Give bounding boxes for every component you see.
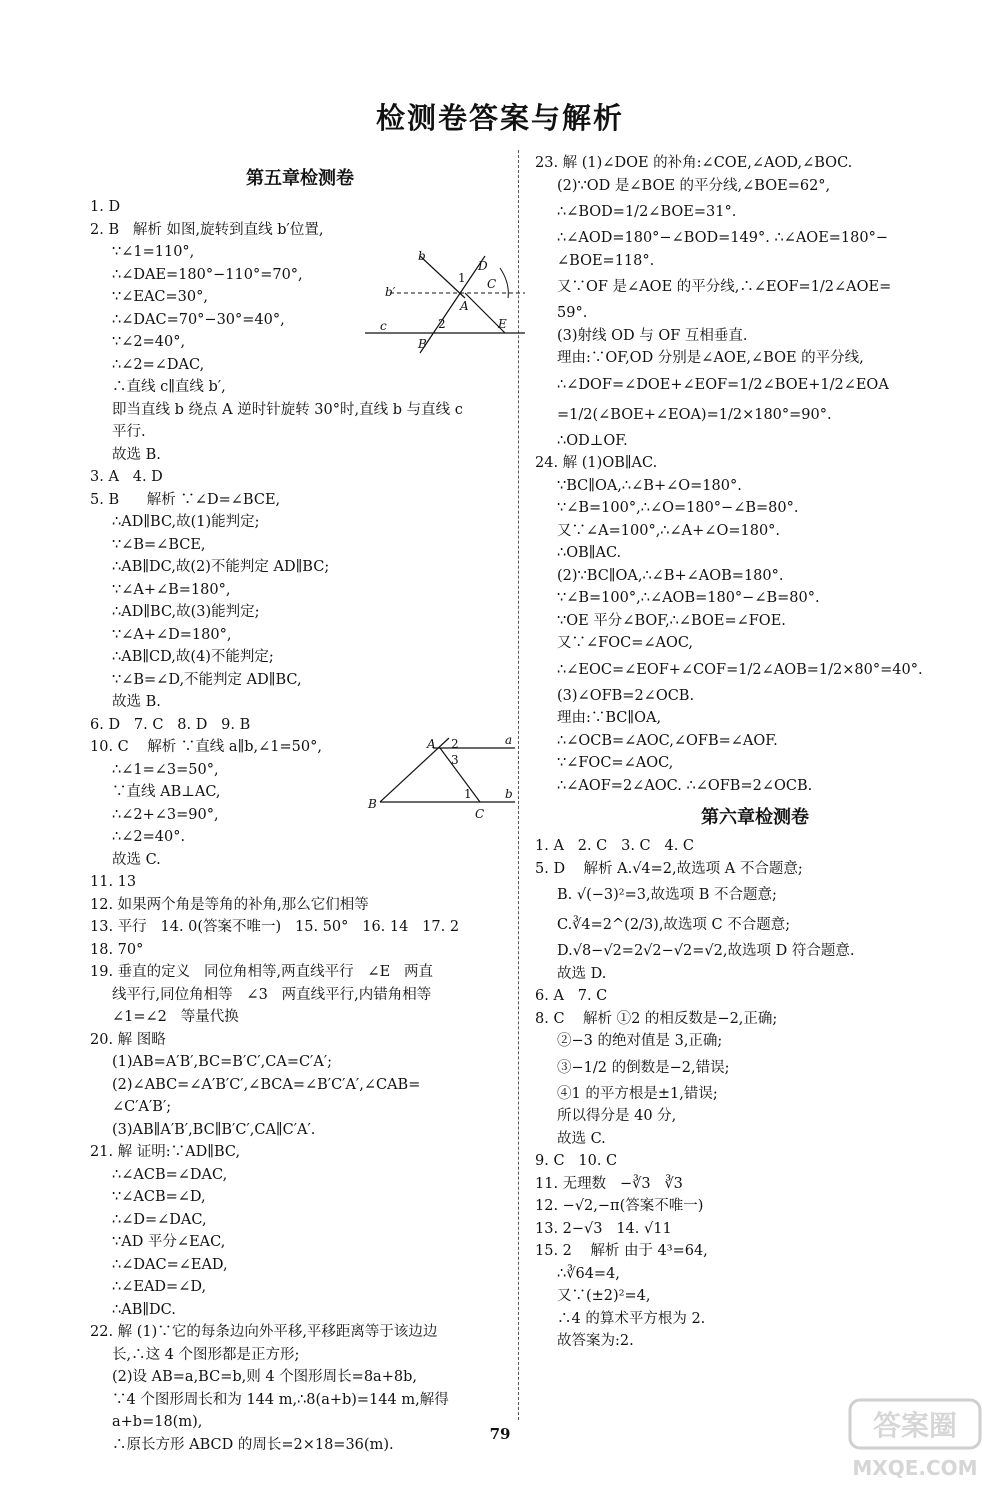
ch5-right-line: ∴OD⊥OF. xyxy=(557,432,628,449)
ch5-line: ∴AD∥BC,故(1)能判定; xyxy=(112,514,260,530)
ch5-right-line: =1/2(∠BOE+∠EOA)=1/2×180°=90°. xyxy=(557,406,832,423)
chapter6-heading: 第六章检测卷 xyxy=(701,807,809,828)
ch6-line: 13. 2−√3 14. √11 xyxy=(535,1220,672,1237)
ch5-line: 平行. xyxy=(112,424,146,440)
left-answer-list xyxy=(90,196,513,1456)
ch5-line: (1)AB=A′B′,BC=B′C′,CA=C′A′; xyxy=(112,1054,332,1070)
ch6-line: 6. A 7. C xyxy=(535,988,608,1004)
fig2-label: 2 xyxy=(451,737,459,751)
ch5-line: 11. 13 xyxy=(90,874,137,890)
fig1-label: C xyxy=(487,277,497,291)
fig2-label: B xyxy=(368,797,377,811)
ch5-line: 线平行,同位角相等 ∠3 两直线平行,内错角相等 xyxy=(112,986,432,1003)
ch5-line: ∴∠DAC=70°−30°=40°, xyxy=(112,311,285,328)
ch5-line: ∵∠B=∠D,不能判定 AD∥BC, xyxy=(112,671,302,688)
ch5-right-line: ∵∠B=100°,∴∠AOB=180°−∠B=80°. xyxy=(557,590,820,606)
ch5-line: ∴直线 c∥直线 b′, xyxy=(112,379,226,395)
ch6-line: 12. −√2,−π(答案不唯一) xyxy=(535,1198,704,1214)
ch6-line: 15. 2 解析 由于 4³=64, xyxy=(535,1243,708,1259)
ch6-line: ∴4 的算术平方根为 2. xyxy=(557,1310,706,1327)
ch5-line: a+b=18(m), xyxy=(112,1414,203,1430)
ch5-right-line: ∴∠DOF=∠DOE+∠EOF=1/2∠BOE+1/2∠EOA xyxy=(557,376,889,393)
right-answer-list-b xyxy=(535,835,975,1353)
ch5-line: 5. B 解析 ∵∠D=∠BCE, xyxy=(90,491,281,508)
ch5-right-line: ∴∠AOF=2∠AOC. ∴∠OFB=2∠OCB. xyxy=(557,777,813,794)
fig2-label: b xyxy=(505,787,513,801)
ch5-line: ∠C′A′B′; xyxy=(112,1099,172,1115)
ch5-line: ∵∠2=40°, xyxy=(112,334,186,350)
fig1-label: A xyxy=(460,299,469,313)
fig2-label: A xyxy=(427,737,436,751)
ch5-right-line: 23. 解 (1)∠DOE 的补角:∠COE,∠AOD,∠BOC. xyxy=(535,155,853,171)
ch5-line: 19. 垂直的定义 同位角相等,两直线平行 ∠E 两直 xyxy=(90,964,433,980)
ch5-line: 20. 解 图略 xyxy=(90,1031,166,1048)
ch5-right-line: ∴∠OCB=∠AOC,∠OFB=∠AOF. xyxy=(557,732,778,749)
ch5-line: 故选 B. xyxy=(112,446,161,463)
ch6-line: 5. D 解析 A.√4=2,故选项 A 不合题意; xyxy=(535,860,803,877)
rotation-figure xyxy=(360,248,530,358)
ch5-right-line: ∵OE 平分∠BOF,∴∠BOE=∠FOE. xyxy=(557,612,786,629)
ch5-right-line: ∵∠FOC=∠AOC, xyxy=(557,755,674,771)
ch5-line: ∴AD∥BC,故(3)能判定; xyxy=(112,604,260,620)
fig2-label: 3 xyxy=(451,753,459,767)
ch5-line: ∵∠EAC=30°, xyxy=(112,289,208,305)
ch6-line: 9. C 10. C xyxy=(535,1153,618,1169)
ch5-right-line: 理由:∵BC∥OA, xyxy=(557,710,662,726)
fig1-label: b′ xyxy=(385,285,396,299)
ch5-line: (3)AB∥A′B′,BC∥B′C′,CA∥C′A′. xyxy=(112,1121,316,1138)
ch5-right-line: (3)∠OFB=2∠OCB. xyxy=(557,687,695,704)
ch5-line: ∵∠1=110°, xyxy=(112,244,195,260)
ch6-line: C.∛4=2^(2/3),故选项 C 不合题意; xyxy=(557,917,791,933)
svg-text:MXQE.COM: MXQE.COM xyxy=(852,1456,978,1480)
watermark-logo xyxy=(840,1395,990,1485)
ch6-line: ②−3 的绝对值是 3,正确; xyxy=(557,1033,723,1049)
fig2-label: 1 xyxy=(464,787,472,801)
ch5-line: ∵∠ACB=∠D, xyxy=(112,1189,206,1205)
ch5-line: 3. A 4. D xyxy=(90,469,163,485)
ch5-right-line: (2)∵OD 是∠BOE 的平分线,∠BOE=62°, xyxy=(557,177,831,194)
right-column xyxy=(535,152,975,1353)
fig2-label: C xyxy=(475,807,485,820)
ch5-line: ∵∠A+∠B=180°, xyxy=(112,581,231,598)
ch6-line: ④1 的平方根是±1,错误; xyxy=(557,1085,718,1102)
ch6-line: 8. C 解析 ①2 的相反数是−2,正确; xyxy=(535,1010,778,1027)
ch5-line: 2. B 解析 如图,旋转到直线 b′位置, xyxy=(90,221,324,238)
ch6-line: 故选 D. xyxy=(557,965,607,982)
ch6-line: 又∵(±2)²=4, xyxy=(557,1288,651,1304)
ch5-right-line: ∴∠EOC=∠EOF+∠COF=1/2∠AOB=1/2×80°=40°. xyxy=(557,661,923,678)
fig1-label: 2 xyxy=(438,317,446,331)
right-answer-list-a xyxy=(535,152,975,797)
ch6-line: ∴∛64=4, xyxy=(557,1265,620,1282)
fig1-label: B xyxy=(418,337,427,351)
ch5-line: ∵直线 AB⊥AC, xyxy=(112,784,221,800)
ch5-line: 6. D 7. C 8. D 9. B xyxy=(90,716,251,733)
ch5-line: 22. 解 (1)∵它的每条边向外平移,平移距离等于该边边 xyxy=(90,1324,438,1340)
ch5-line: 1. D xyxy=(90,199,121,215)
parallel-lines-figure xyxy=(365,730,525,820)
ch6-line: D.√8−√2=2√2−√2=√2,故选项 D 符合题意. xyxy=(557,943,855,959)
chapter5-heading: 第五章检测卷 xyxy=(246,168,354,189)
ch5-right-line: ∴OB∥AC. xyxy=(557,545,622,561)
ch5-line: 13. 平行 14. 0(答案不唯一) 15. 50° 16. 14 17. 2 xyxy=(90,919,460,935)
ch5-right-line: ∵∠B=100°,∴∠O=180°−∠B=80°. xyxy=(557,500,799,516)
ch5-line: ∴∠DAE=180°−110°=70°, xyxy=(112,266,303,283)
ch5-right-line: ∵BC∥OA,∴∠B+∠O=180°. xyxy=(557,477,742,494)
ch5-line: (2)设 AB=a,BC=b,则 4 个图形周长=8a+8b, xyxy=(112,1369,417,1385)
fig2-label: a xyxy=(505,733,513,747)
ch5-line: ∠1=∠2 等量代换 xyxy=(112,1009,239,1025)
ch6-line: B. √(−3)²=3,故选项 B 不合题意; xyxy=(557,887,777,903)
ch5-line: ∴∠2=40°. xyxy=(112,829,186,845)
ch6-line: 11. 无理数 −∛3 ∛3 xyxy=(535,1175,683,1192)
ch6-line: 所以得分是 40 分, xyxy=(557,1108,677,1124)
ch5-line: ∴∠2=∠DAC, xyxy=(112,356,205,373)
ch6-line: 故选 C. xyxy=(557,1130,606,1147)
fig1-label: D xyxy=(478,259,488,273)
svg-text:答案圈: 答案圈 xyxy=(872,1409,958,1442)
ch5-line: ∴∠ACB=∠DAC, xyxy=(112,1166,228,1183)
ch5-line: ∴AB∥DC. xyxy=(112,1301,176,1318)
ch5-right-line: ∴∠AOD=180°−∠BOD=149°. ∴∠AOE=180°− xyxy=(557,230,889,246)
ch5-line: 故选 C. xyxy=(112,851,161,868)
fig1-label: c xyxy=(380,319,387,333)
ch5-line: 长,∴这 4 个图形都是正方形; xyxy=(112,1346,300,1363)
ch5-right-line: 24. 解 (1)OB∥AC. xyxy=(535,455,658,471)
ch5-line: 故选 B. xyxy=(112,694,161,710)
ch5-line: ∴原长方形 ABCD 的周长=2×18=36(m). xyxy=(112,1436,394,1453)
ch5-line: ∵∠A+∠D=180°, xyxy=(112,626,232,643)
ch5-right-line: 59°. xyxy=(557,305,588,321)
ch5-right-line: ∠BOE=118°. xyxy=(557,252,655,269)
ch5-line: ∴AB∥DC,故(2)不能判定 AD∥BC; xyxy=(112,559,330,575)
ch5-line: ∴AB∥CD,故(4)不能判定; xyxy=(112,649,274,665)
ch5-line: ∴∠EAD=∠D, xyxy=(112,1279,207,1295)
ch5-line: 10. C 解析 ∵直线 a∥b,∠1=50°, xyxy=(90,739,322,755)
ch5-right-line: 又∵OF 是∠AOE 的平分线,∴∠EOF=1/2∠AOE= xyxy=(557,279,892,295)
ch5-line: ∵4 个图形周长和为 144 m,∴8(a+b)=144 m,解得 xyxy=(112,1391,449,1408)
ch5-line: ∴∠DAC=∠EAD, xyxy=(112,1256,228,1273)
page-title: 检测卷答案与解析 xyxy=(375,101,624,135)
page-number: 79 xyxy=(489,1425,511,1443)
ch5-line: ∴∠1=∠3=50°, xyxy=(112,761,219,778)
ch6-line: ③−1/2 的倒数是−2,错误; xyxy=(557,1059,730,1076)
ch6-line: 1. A 2. C 3. C 4. C xyxy=(535,838,695,854)
fig1-label: b xyxy=(418,249,426,263)
ch5-right-line: 又∵∠FOC=∠AOC, xyxy=(557,635,694,651)
ch5-right-line: 又∵∠A=100°,∴∠A+∠O=180°. xyxy=(557,522,781,539)
ch5-right-line: 理由:∵OF,OD 分别是∠AOE,∠BOE 的平分线, xyxy=(557,350,864,366)
ch5-line: ∴∠2+∠3=90°, xyxy=(112,806,219,823)
ch5-line: 即当直线 b 绕点 A 逆时针旋转 30°时,直线 b 与直线 c xyxy=(112,401,463,418)
ch5-line: 18. 70° xyxy=(90,941,144,958)
ch5-right-line: (2)∵BC∥OA,∴∠B+∠AOB=180°. xyxy=(557,567,784,584)
ch5-right-line: ∴∠BOD=1/2∠BOE=31°. xyxy=(557,204,737,220)
ch5-line: (2)∠ABC=∠A′B′C′,∠BCA=∠B′C′A′,∠CAB= xyxy=(112,1076,421,1093)
ch5-line: ∵∠B=∠BCE, xyxy=(112,536,206,553)
ch5-line: 12. 如果两个角是等角的补角,那么它们相等 xyxy=(90,896,369,913)
ch5-line: ∴∠D=∠DAC, xyxy=(112,1211,207,1228)
ch6-line: 故答案为:2. xyxy=(557,1333,634,1349)
ch5-line: 21. 解 证明:∵AD∥BC, xyxy=(90,1144,241,1160)
ch5-line: ∵AD 平分∠EAC, xyxy=(112,1234,226,1250)
ch5-right-line: (3)射线 OD 与 OF 互相垂直. xyxy=(557,327,748,344)
fig1-label: E xyxy=(498,317,507,331)
fig1-label: 1 xyxy=(458,271,466,285)
